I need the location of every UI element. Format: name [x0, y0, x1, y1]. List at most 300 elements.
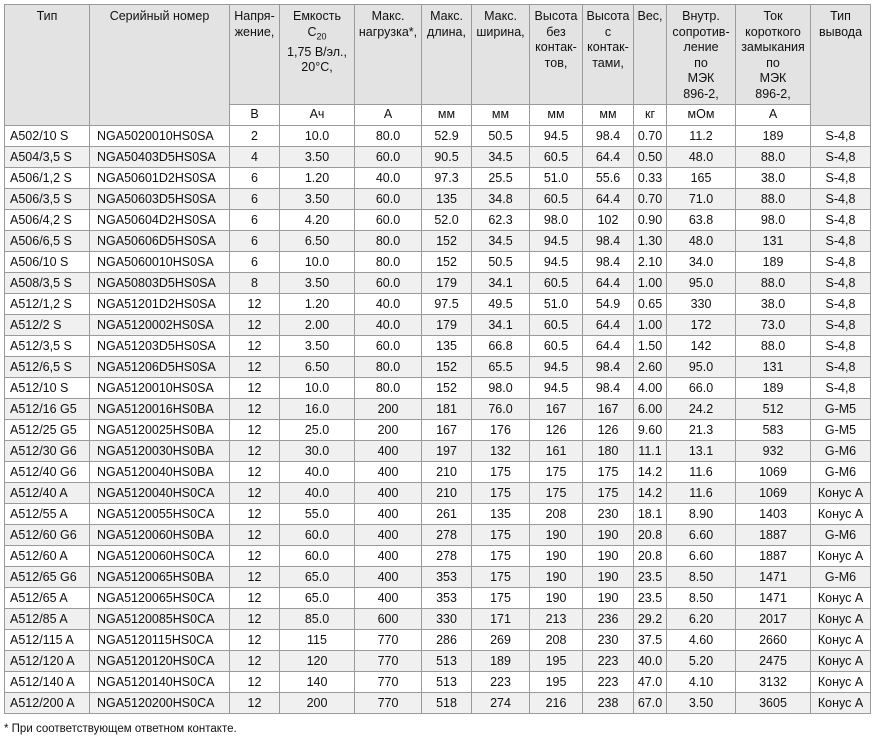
cell-height-with-terminals: 64.4 [583, 189, 634, 210]
cell-height-no-terminals: 94.5 [530, 126, 583, 147]
cell-weight: 1.00 [634, 273, 667, 294]
cell-weight: 18.1 [634, 504, 667, 525]
cell-capacity: 10.0 [280, 126, 355, 147]
cell-internal-resistance: 11.6 [667, 483, 736, 504]
cell-capacity: 6.50 [280, 357, 355, 378]
cell-type: A506/6,5 S [5, 231, 90, 252]
cell-max-width: 132 [472, 441, 530, 462]
cell-weight: 0.50 [634, 147, 667, 168]
cell-short-circuit-current: 1069 [736, 462, 811, 483]
cell-max-length: 210 [422, 483, 472, 504]
cell-short-circuit-current: 3132 [736, 672, 811, 693]
cell-capacity: 120 [280, 651, 355, 672]
table-row [5, 210, 871, 231]
unit-internal-resistance: мОм [667, 105, 736, 126]
table-row [5, 588, 871, 609]
cell-max-load: 600 [355, 609, 422, 630]
cell-weight: 37.5 [634, 630, 667, 651]
cell-max-width: 175 [472, 588, 530, 609]
cell-height-with-terminals: 64.4 [583, 315, 634, 336]
table-row [5, 189, 871, 210]
unit-short-circuit-current: А [736, 105, 811, 126]
cell-short-circuit-current: 131 [736, 231, 811, 252]
cell-max-load: 60.0 [355, 189, 422, 210]
cell-weight: 11.1 [634, 441, 667, 462]
cell-weight: 6.00 [634, 399, 667, 420]
cell-short-circuit-current: 1471 [736, 567, 811, 588]
cell-internal-resistance: 48.0 [667, 231, 736, 252]
table-row [5, 693, 871, 714]
cell-capacity: 55.0 [280, 504, 355, 525]
cell-serial: NGA5120060HS0CA [90, 546, 230, 567]
table-row [5, 609, 871, 630]
cell-terminal-type: S-4,8 [811, 378, 871, 399]
cell-weight: 2.60 [634, 357, 667, 378]
cell-type: A512/65 G6 [5, 567, 90, 588]
cell-max-length: 152 [422, 357, 472, 378]
cell-capacity: 140 [280, 672, 355, 693]
cell-internal-resistance: 6.60 [667, 546, 736, 567]
cell-serial: NGA5120065HS0CA [90, 588, 230, 609]
cell-internal-resistance: 172 [667, 315, 736, 336]
table-body [5, 126, 871, 714]
cell-weight: 4.00 [634, 378, 667, 399]
cell-voltage: 12 [230, 294, 280, 315]
cell-max-width: 34.5 [472, 147, 530, 168]
table-row [5, 420, 871, 441]
cell-voltage: 12 [230, 483, 280, 504]
cell-max-length: 513 [422, 651, 472, 672]
cell-voltage: 6 [230, 168, 280, 189]
cell-max-length: 353 [422, 567, 472, 588]
cell-capacity: 2.00 [280, 315, 355, 336]
cell-max-width: 76.0 [472, 399, 530, 420]
cell-capacity: 10.0 [280, 378, 355, 399]
cell-max-length: 518 [422, 693, 472, 714]
cell-type: A512/55 A [5, 504, 90, 525]
cell-max-load: 60.0 [355, 273, 422, 294]
cell-weight: 23.5 [634, 567, 667, 588]
header-internal-resistance: Внутр. сопротив- ление по МЭК 896-2, [667, 5, 736, 105]
cell-short-circuit-current: 88.0 [736, 189, 811, 210]
cell-internal-resistance: 95.0 [667, 357, 736, 378]
cell-max-length: 90.5 [422, 147, 472, 168]
cell-height-with-terminals: 190 [583, 588, 634, 609]
cell-voltage: 12 [230, 399, 280, 420]
table-row [5, 126, 871, 147]
cell-max-load: 60.0 [355, 336, 422, 357]
cell-terminal-type: G-M6 [811, 441, 871, 462]
cell-serial: NGA5120060HS0BA [90, 525, 230, 546]
cell-internal-resistance: 8.90 [667, 504, 736, 525]
table-row [5, 294, 871, 315]
table-row [5, 441, 871, 462]
table-row [5, 504, 871, 525]
cell-short-circuit-current: 2017 [736, 609, 811, 630]
cell-serial: NGA5120065HS0BA [90, 567, 230, 588]
cell-type: A512/120 A [5, 651, 90, 672]
cell-voltage: 12 [230, 462, 280, 483]
cell-voltage: 12 [230, 693, 280, 714]
cell-max-load: 400 [355, 546, 422, 567]
cell-terminal-type: G-M6 [811, 462, 871, 483]
cell-internal-resistance: 66.0 [667, 378, 736, 399]
cell-voltage: 12 [230, 336, 280, 357]
cell-max-length: 152 [422, 252, 472, 273]
cell-max-width: 189 [472, 651, 530, 672]
cell-height-with-terminals: 190 [583, 525, 634, 546]
cell-height-no-terminals: 167 [530, 399, 583, 420]
cell-capacity: 16.0 [280, 399, 355, 420]
cell-height-with-terminals: 126 [583, 420, 634, 441]
cell-terminal-type: Конус А [811, 672, 871, 693]
cell-weight: 0.90 [634, 210, 667, 231]
cell-height-with-terminals: 64.4 [583, 273, 634, 294]
cell-short-circuit-current: 2660 [736, 630, 811, 651]
cell-serial: NGA5120016HS0BA [90, 399, 230, 420]
cell-type: A512/10 S [5, 378, 90, 399]
header-voltage: Напря- жение, [230, 5, 280, 105]
cell-serial: NGA5120055HS0CA [90, 504, 230, 525]
cell-height-no-terminals: 51.0 [530, 168, 583, 189]
cell-height-no-terminals: 60.5 [530, 273, 583, 294]
cell-voltage: 6 [230, 189, 280, 210]
cell-max-load: 200 [355, 399, 422, 420]
cell-max-load: 400 [355, 525, 422, 546]
cell-terminal-type: Конус А [811, 630, 871, 651]
cell-max-width: 176 [472, 420, 530, 441]
cell-height-with-terminals: 98.4 [583, 126, 634, 147]
cell-max-length: 197 [422, 441, 472, 462]
unit-max-length: мм [422, 105, 472, 126]
cell-serial: NGA5120002HS0SA [90, 315, 230, 336]
cell-serial: NGA50803D5HS0SA [90, 273, 230, 294]
cell-max-length: 353 [422, 588, 472, 609]
header-height-with-terminals: Высота с контак- тами, [583, 5, 634, 105]
cell-voltage: 6 [230, 210, 280, 231]
cell-max-width: 25.5 [472, 168, 530, 189]
table-row [5, 462, 871, 483]
cell-weight: 0.65 [634, 294, 667, 315]
cell-type: A506/10 S [5, 252, 90, 273]
cell-height-with-terminals: 223 [583, 672, 634, 693]
cell-height-with-terminals: 64.4 [583, 147, 634, 168]
cell-height-no-terminals: 213 [530, 609, 583, 630]
cell-capacity: 115 [280, 630, 355, 651]
cell-terminal-type: S-4,8 [811, 126, 871, 147]
header-max-length: Макс. длина, [422, 5, 472, 105]
cell-capacity: 40.0 [280, 483, 355, 504]
table-row [5, 525, 871, 546]
table-row [5, 651, 871, 672]
cell-internal-resistance: 5.20 [667, 651, 736, 672]
cell-short-circuit-current: 189 [736, 252, 811, 273]
cell-max-length: 97.5 [422, 294, 472, 315]
cell-internal-resistance: 34.0 [667, 252, 736, 273]
cell-serial: NGA51206D5HS0SA [90, 357, 230, 378]
cell-type: A512/3,5 S [5, 336, 90, 357]
cell-serial: NGA5020010HS0SA [90, 126, 230, 147]
cell-max-length: 97.3 [422, 168, 472, 189]
cell-max-width: 175 [472, 546, 530, 567]
cell-max-load: 80.0 [355, 231, 422, 252]
cell-serial: NGA5120030HS0BA [90, 441, 230, 462]
cell-max-length: 167 [422, 420, 472, 441]
cell-terminal-type: G-M5 [811, 399, 871, 420]
cell-terminal-type: Конус А [811, 546, 871, 567]
cell-capacity: 3.50 [280, 273, 355, 294]
cell-capacity: 65.0 [280, 588, 355, 609]
cell-max-length: 52.0 [422, 210, 472, 231]
cell-terminal-type: S-4,8 [811, 252, 871, 273]
cell-capacity: 6.50 [280, 231, 355, 252]
table-row [5, 378, 871, 399]
cell-internal-resistance: 48.0 [667, 147, 736, 168]
cell-max-width: 66.8 [472, 336, 530, 357]
cell-serial: NGA5120120HS0CA [90, 651, 230, 672]
cell-weight: 20.8 [634, 546, 667, 567]
cell-capacity: 65.0 [280, 567, 355, 588]
cell-type: A512/60 G6 [5, 525, 90, 546]
cell-voltage: 12 [230, 651, 280, 672]
cell-type: A512/60 A [5, 546, 90, 567]
table-row [5, 231, 871, 252]
cell-weight: 29.2 [634, 609, 667, 630]
cell-short-circuit-current: 1403 [736, 504, 811, 525]
cell-short-circuit-current: 38.0 [736, 168, 811, 189]
cell-max-load: 40.0 [355, 294, 422, 315]
cell-capacity: 25.0 [280, 420, 355, 441]
cell-short-circuit-current: 73.0 [736, 315, 811, 336]
table-row [5, 399, 871, 420]
cell-max-width: 175 [472, 462, 530, 483]
cell-voltage: 6 [230, 252, 280, 273]
cell-short-circuit-current: 98.0 [736, 210, 811, 231]
cell-capacity: 85.0 [280, 609, 355, 630]
cell-weight: 20.8 [634, 525, 667, 546]
cell-max-length: 179 [422, 315, 472, 336]
cell-internal-resistance: 95.0 [667, 273, 736, 294]
cell-height-with-terminals: 180 [583, 441, 634, 462]
cell-internal-resistance: 4.10 [667, 672, 736, 693]
cell-height-no-terminals: 195 [530, 672, 583, 693]
cell-terminal-type: S-4,8 [811, 357, 871, 378]
cell-terminal-type: S-4,8 [811, 147, 871, 168]
cell-terminal-type: G-M5 [811, 420, 871, 441]
cell-max-length: 278 [422, 546, 472, 567]
cell-terminal-type: Конус А [811, 693, 871, 714]
cell-voltage: 12 [230, 546, 280, 567]
cell-short-circuit-current: 932 [736, 441, 811, 462]
cell-max-length: 181 [422, 399, 472, 420]
cell-internal-resistance: 8.50 [667, 567, 736, 588]
cell-height-no-terminals: 60.5 [530, 189, 583, 210]
cell-height-no-terminals: 195 [530, 651, 583, 672]
cell-capacity: 60.0 [280, 546, 355, 567]
cell-serial: NGA5120040HS0BA [90, 462, 230, 483]
cell-terminal-type: S-4,8 [811, 294, 871, 315]
cell-weight: 47.0 [634, 672, 667, 693]
table-row [5, 483, 871, 504]
header-serial: Серийный номер [90, 5, 230, 126]
cell-max-load: 400 [355, 588, 422, 609]
cell-max-width: 34.5 [472, 231, 530, 252]
cell-max-load: 400 [355, 483, 422, 504]
cell-short-circuit-current: 189 [736, 126, 811, 147]
cell-serial: NGA50604D2HS0SA [90, 210, 230, 231]
cell-internal-resistance: 11.6 [667, 462, 736, 483]
cell-max-width: 50.5 [472, 126, 530, 147]
cell-height-no-terminals: 190 [530, 588, 583, 609]
cell-max-width: 175 [472, 525, 530, 546]
cell-weight: 0.70 [634, 126, 667, 147]
cell-max-width: 50.5 [472, 252, 530, 273]
cell-capacity: 3.50 [280, 189, 355, 210]
cell-max-length: 261 [422, 504, 472, 525]
header-short-circuit-current: Ток короткого замыкания по МЭК 896-2, [736, 5, 811, 105]
cell-type: A506/3,5 S [5, 189, 90, 210]
cell-short-circuit-current: 1887 [736, 525, 811, 546]
cell-internal-resistance: 330 [667, 294, 736, 315]
cell-voltage: 12 [230, 441, 280, 462]
cell-max-load: 770 [355, 693, 422, 714]
cell-voltage: 12 [230, 525, 280, 546]
cell-height-with-terminals: 98.4 [583, 231, 634, 252]
cell-max-load: 80.0 [355, 378, 422, 399]
cell-short-circuit-current: 131 [736, 357, 811, 378]
battery-spec-table-wrapper [4, 4, 871, 714]
cell-height-no-terminals: 190 [530, 567, 583, 588]
cell-max-width: 171 [472, 609, 530, 630]
cell-max-load: 400 [355, 567, 422, 588]
cell-voltage: 12 [230, 315, 280, 336]
cell-terminal-type: Конус А [811, 483, 871, 504]
cell-weight: 67.0 [634, 693, 667, 714]
cell-short-circuit-current: 1069 [736, 483, 811, 504]
cell-height-with-terminals: 55.6 [583, 168, 634, 189]
cell-terminal-type: S-4,8 [811, 168, 871, 189]
cell-internal-resistance: 71.0 [667, 189, 736, 210]
cell-short-circuit-current: 1887 [736, 546, 811, 567]
cell-type: A512/1,2 S [5, 294, 90, 315]
cell-voltage: 12 [230, 504, 280, 525]
cell-short-circuit-current: 189 [736, 378, 811, 399]
unit-weight: кг [634, 105, 667, 126]
cell-internal-resistance: 13.1 [667, 441, 736, 462]
cell-max-length: 330 [422, 609, 472, 630]
cell-internal-resistance: 63.8 [667, 210, 736, 231]
cell-max-width: 34.1 [472, 315, 530, 336]
cell-capacity: 60.0 [280, 525, 355, 546]
cell-serial: NGA5120040HS0CA [90, 483, 230, 504]
cell-type: A508/3,5 S [5, 273, 90, 294]
cell-height-with-terminals: 54.9 [583, 294, 634, 315]
cell-max-length: 513 [422, 672, 472, 693]
cell-height-no-terminals: 60.5 [530, 147, 583, 168]
cell-max-length: 152 [422, 231, 472, 252]
cell-capacity: 3.50 [280, 147, 355, 168]
cell-height-no-terminals: 208 [530, 504, 583, 525]
cell-max-length: 286 [422, 630, 472, 651]
cell-weight: 23.5 [634, 588, 667, 609]
cell-voltage: 12 [230, 378, 280, 399]
cell-weight: 14.2 [634, 462, 667, 483]
cell-serial: NGA5120010HS0SA [90, 378, 230, 399]
cell-serial: NGA50606D5HS0SA [90, 231, 230, 252]
cell-height-no-terminals: 208 [530, 630, 583, 651]
header-capacity: Емкость $C_{20}$ 1,75 В/эл., 20°С, [280, 5, 355, 105]
cell-serial: NGA50403D5HS0SA [90, 147, 230, 168]
cell-capacity: 40.0 [280, 462, 355, 483]
cell-height-no-terminals: 94.5 [530, 357, 583, 378]
cell-max-length: 152 [422, 378, 472, 399]
cell-type: A512/65 A [5, 588, 90, 609]
unit-height-no-terminals: мм [530, 105, 583, 126]
cell-height-no-terminals: 216 [530, 693, 583, 714]
cell-type: A512/40 G6 [5, 462, 90, 483]
cell-voltage: 12 [230, 630, 280, 651]
cell-terminal-type: S-4,8 [811, 231, 871, 252]
cell-weight: 1.00 [634, 315, 667, 336]
cell-height-no-terminals: 175 [530, 483, 583, 504]
cell-terminal-type: Конус А [811, 504, 871, 525]
cell-voltage: 4 [230, 147, 280, 168]
cell-height-no-terminals: 190 [530, 525, 583, 546]
header-terminal-type: Тип вывода [811, 5, 871, 126]
table-row [5, 273, 871, 294]
cell-voltage: 12 [230, 357, 280, 378]
cell-height-with-terminals: 223 [583, 651, 634, 672]
cell-max-load: 400 [355, 441, 422, 462]
cell-weight: 1.30 [634, 231, 667, 252]
cell-short-circuit-current: 3605 [736, 693, 811, 714]
cell-height-with-terminals: 167 [583, 399, 634, 420]
cell-max-length: 135 [422, 189, 472, 210]
cell-terminal-type: S-4,8 [811, 336, 871, 357]
cell-height-with-terminals: 102 [583, 210, 634, 231]
cell-terminal-type: G-M6 [811, 567, 871, 588]
cell-voltage: 12 [230, 672, 280, 693]
cell-max-width: 269 [472, 630, 530, 651]
cell-short-circuit-current: 88.0 [736, 336, 811, 357]
footnote: * При соответствующем ответном контакте. [4, 723, 237, 735]
cell-weight: 0.70 [634, 189, 667, 210]
cell-serial: NGA5060010HS0SA [90, 252, 230, 273]
table-row [5, 567, 871, 588]
cell-height-with-terminals: 175 [583, 483, 634, 504]
cell-voltage: 12 [230, 588, 280, 609]
cell-max-length: 278 [422, 525, 472, 546]
cell-terminal-type: Конус А [811, 588, 871, 609]
cell-height-with-terminals: 64.4 [583, 336, 634, 357]
cell-internal-resistance: 3.50 [667, 693, 736, 714]
cell-terminal-type: G-M6 [811, 525, 871, 546]
cell-max-width: 98.0 [472, 378, 530, 399]
cell-type: A502/10 S [5, 126, 90, 147]
cell-max-load: 400 [355, 504, 422, 525]
cell-short-circuit-current: 583 [736, 420, 811, 441]
cell-max-load: 400 [355, 462, 422, 483]
cell-internal-resistance: 11.2 [667, 126, 736, 147]
cell-height-no-terminals: 60.5 [530, 315, 583, 336]
cell-capacity: 200 [280, 693, 355, 714]
cell-height-no-terminals: 161 [530, 441, 583, 462]
header-type: Тип [5, 5, 90, 126]
cell-max-load: 770 [355, 630, 422, 651]
cell-height-with-terminals: 230 [583, 630, 634, 651]
cell-serial: NGA50603D5HS0SA [90, 189, 230, 210]
cell-short-circuit-current: 2475 [736, 651, 811, 672]
